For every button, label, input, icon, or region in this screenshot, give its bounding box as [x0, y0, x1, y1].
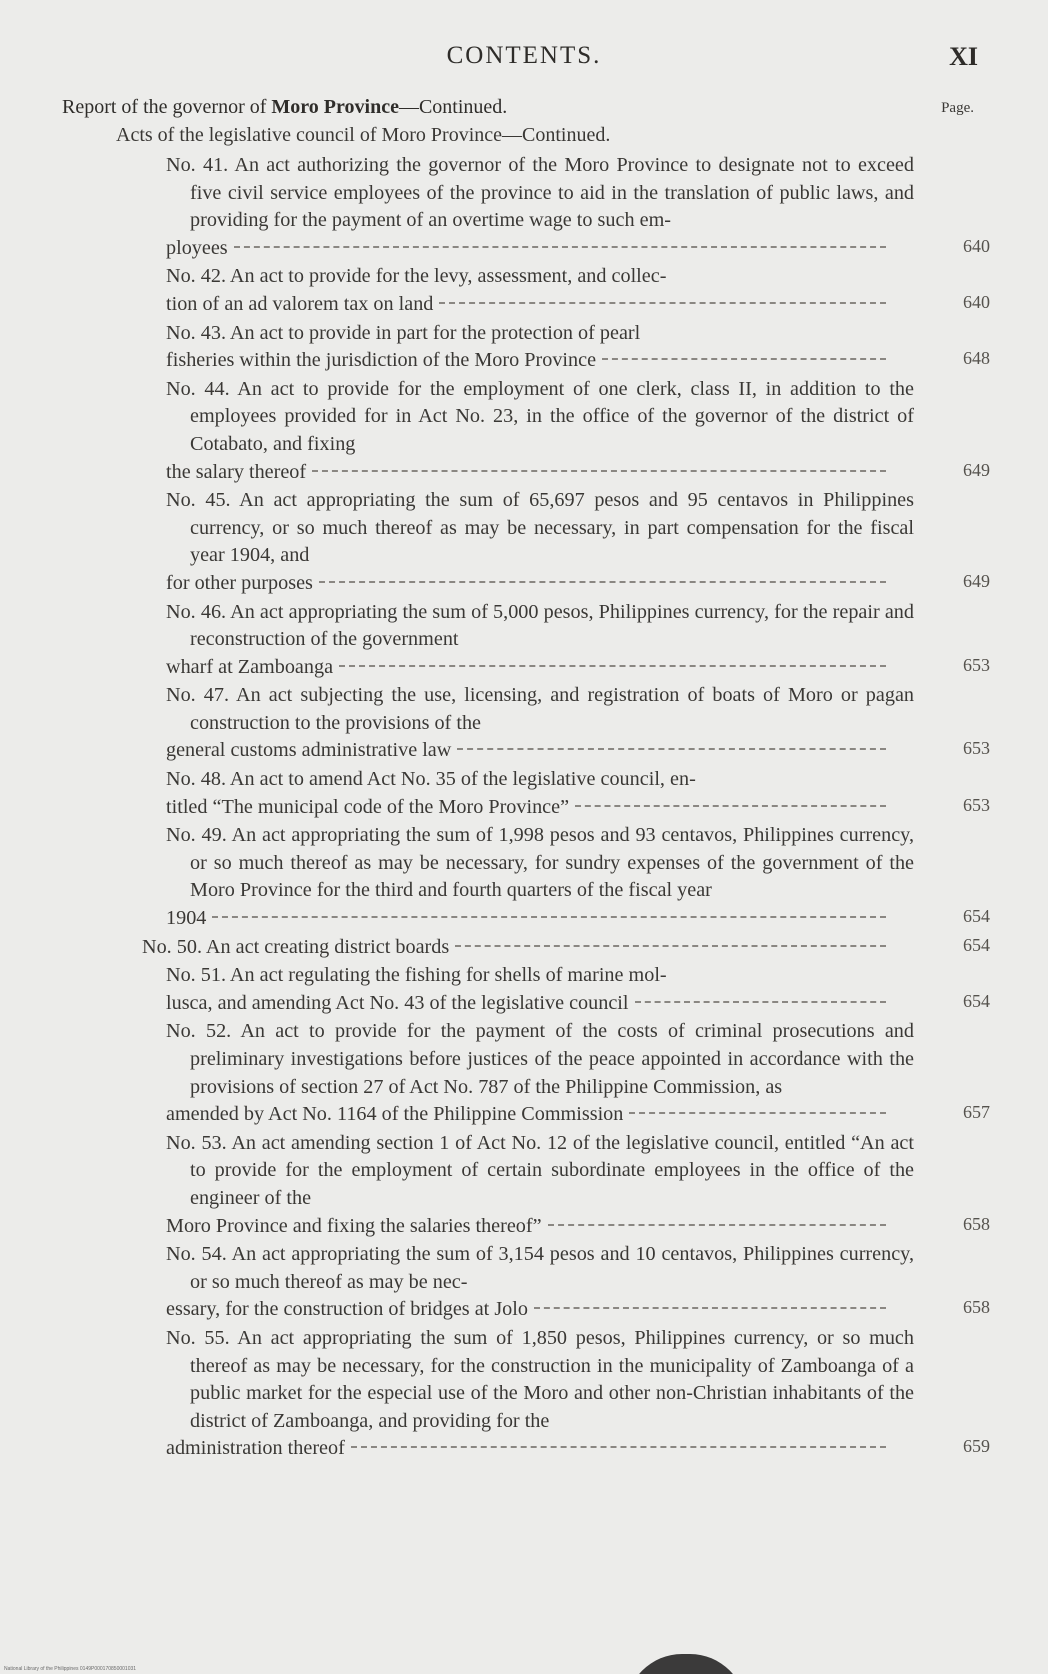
- toc-entry-title: No. 41. An act authorizing the governor of the Moro Province to designate not to exceed five civil service employees of the province to aid in the translation of public laws, and providing for the payment of an overtime wage to such em-: [166, 154, 914, 232]
- toc-entry-last-line: [166, 990, 890, 1018]
- toc-entry-title: No. 43. An act to provide in part for the protection of pearl: [166, 321, 641, 344]
- toc-entry-tail: wharf at Zamboanga: [166, 655, 334, 678]
- toc-page-ref: 659: [963, 1436, 990, 1457]
- contents-list: [142, 152, 990, 1464]
- library-imprint: National Library of the Philippines 0149P000170850001031: [4, 1666, 137, 1672]
- toc-entry-last-line: [166, 1101, 890, 1129]
- toc-entry: [142, 934, 990, 962]
- toc-entry-title: No. 55. An act appropriating the sum of 1,850 pesos, Philippines currency, or so much thereof as may be necessary, for the construction in the municipality of Zamboanga of a public market for the especial use of the Moro and other non-Christian inhabitants of the district of Zamboanga, and providing for the: [166, 1326, 914, 1432]
- toc-entry-title: No. 51. An act regulating the fishing for shells of marine mol-: [166, 964, 667, 987]
- dot-leader: [455, 945, 886, 947]
- toc-entry-last-line: [166, 1435, 890, 1463]
- toc-entry: [166, 682, 990, 765]
- toc-entry-tail: No. 50. An act creating district boards: [142, 935, 450, 958]
- section-heading-suffix: —Continued.: [398, 96, 508, 118]
- toc-entry: [166, 1130, 990, 1240]
- subsection-heading: Acts of the legislative council of Moro Province—Continued.: [116, 124, 611, 146]
- toc-entry-last-line: [166, 737, 890, 765]
- toc-entry-tail: amended by Act No. 1164 of the Philippine Commission: [166, 1103, 624, 1126]
- toc-page-ref: 648: [963, 348, 990, 369]
- dot-leader: [439, 302, 886, 304]
- dot-leader: [351, 1446, 886, 1448]
- toc-entry-title: No. 42. An act to provide for the levy, assessment, and collec-: [166, 265, 667, 288]
- toc-page-ref: 653: [963, 738, 990, 759]
- toc-entry-last-line: [166, 459, 890, 487]
- toc-entry-title: No. 49. An act appropriating the sum of 1,998 pesos and 93 centavos, Philippines currency, or so much thereof as may be necessary, for sundry expenses of the government of the Moro Province for the third and fourth quarters of the fiscal year: [166, 824, 914, 902]
- toc-page-ref: 654: [963, 990, 990, 1011]
- toc-entry-last-line: [166, 1296, 890, 1324]
- toc-page-ref: 649: [963, 459, 990, 480]
- toc-entry-title: No. 46. An act appropriating the sum of 5,000 pesos, Philippines currency, for the repair and reconstruction of the government: [166, 600, 914, 651]
- toc-entry-title: No. 45. An act appropriating the sum of 65,697 pesos and 95 centavos in Philippines currency, or so much thereof as may be necessary, in part compensation for the fiscal year 1904, and: [166, 489, 914, 567]
- running-header: [0, 42, 1048, 82]
- toc-entry: [166, 599, 990, 682]
- toc-entry-last-line: [166, 654, 890, 682]
- toc-entry: [166, 376, 990, 486]
- toc-entry-last-line: [166, 1213, 890, 1241]
- running-title: CONTENTS.: [446, 42, 602, 69]
- toc-entry-tail: lusca, and amending Act No. 43 of the legislative council: [166, 991, 629, 1014]
- toc-entry-tail: general customs administrative law: [166, 739, 452, 762]
- dot-leader: [234, 246, 886, 248]
- toc-entry-last-line: [142, 934, 890, 962]
- section-heading-bold: Moro Province: [271, 96, 399, 118]
- toc-page-ref: 653: [963, 654, 990, 675]
- toc-entry-title: No. 53. An act amending section 1 of Act No. 12 of the legislative council, entitled “An act to provide for the employment of certain subordinate employees in the office of the engineer of the: [166, 1131, 914, 1209]
- dot-leader: [635, 1001, 886, 1003]
- toc-page-ref: 657: [963, 1102, 990, 1123]
- toc-entry-title: No. 48. An act to amend Act No. 35 of the legislative council, en-: [166, 768, 696, 791]
- toc-entry-tail: 1904: [166, 907, 207, 930]
- toc-entry-title: No. 54. An act appropriating the sum of 3,154 pesos and 10 centavos, Philippines currency, or so much thereof as may be nec-: [166, 1243, 914, 1293]
- toc-entry-tail: administration thereof: [166, 1437, 345, 1460]
- toc-page-ref: 640: [963, 235, 990, 256]
- toc-page-ref: 654: [963, 934, 990, 955]
- toc-entry-tail: titled “The municipal code of the Moro Province”: [166, 795, 570, 818]
- toc-entry-tail: essary, for the construction of bridges at Jolo: [166, 1298, 528, 1321]
- section-heading-prefix: Report of the governor of: [62, 96, 272, 118]
- toc-entry-title: No. 44. An act to provide for the employment of one clerk, class II, in addition to the employees provided for in Act No. 23, in the office of the governor of the district of Cotabato, and fixing: [166, 377, 914, 455]
- toc-page-ref: 649: [963, 570, 990, 591]
- dot-leader: [339, 665, 886, 667]
- toc-entry-last-line: [166, 235, 890, 263]
- toc-entry: [166, 320, 990, 375]
- toc-entry: [166, 1018, 990, 1128]
- toc-entry: [166, 1325, 990, 1463]
- toc-entry-tail: the salary thereof: [166, 460, 307, 483]
- dot-leader: [312, 470, 886, 472]
- dot-leader: [602, 358, 886, 360]
- toc-entry: [166, 766, 990, 821]
- dot-leader: [534, 1307, 886, 1309]
- toc-entry-last-line: [166, 905, 890, 933]
- scan-thumb-shadow: [626, 1654, 746, 1674]
- dot-leader: [457, 748, 886, 750]
- toc-entry-last-line: [166, 347, 890, 375]
- dot-leader: [575, 805, 886, 807]
- toc-entry-title: No. 52. An act to provide for the payment of the costs of criminal prosecutions and preliminary investigations before justices of the peace appointed in accordance with the provisions of section 27 of Act No. 787 of the Philippine Commission, as: [166, 1020, 914, 1098]
- toc-entry: [166, 1241, 990, 1324]
- toc-entry: [166, 263, 990, 318]
- toc-page-ref: 658: [963, 1213, 990, 1234]
- toc-entry: [166, 152, 990, 262]
- dot-leader: [319, 581, 886, 583]
- toc-entry-tail: ployees: [166, 236, 228, 259]
- toc-entry-last-line: [166, 570, 890, 598]
- dot-leader: [212, 916, 886, 918]
- toc-entry-tail: tion of an ad valorem tax on land: [166, 292, 434, 315]
- toc-entry: [166, 487, 990, 597]
- toc-entry-last-line: [166, 291, 890, 319]
- toc-page-ref: 640: [963, 291, 990, 312]
- page-column-label: Page.: [941, 100, 974, 116]
- toc-entry: [166, 822, 990, 932]
- toc-page-ref: 654: [963, 906, 990, 927]
- toc-entry-tail: fisheries within the jurisdiction of the Moro Province: [166, 349, 597, 372]
- toc-entry-tail: Moro Province and fixing the salaries thereof”: [166, 1214, 542, 1237]
- section-heading: [62, 96, 507, 119]
- toc-entry-title: No. 47. An act subjecting the use, licensing, and registration of boats of Moro or pagan construction to the provisions of the: [166, 684, 914, 734]
- toc-page-ref: 653: [963, 794, 990, 815]
- dot-leader: [548, 1224, 886, 1226]
- toc-entry-last-line: [166, 794, 890, 822]
- dot-leader: [629, 1112, 886, 1114]
- toc-page-ref: 658: [963, 1297, 990, 1318]
- toc-entry-tail: for other purposes: [166, 571, 313, 594]
- page-number: XI: [949, 42, 978, 71]
- toc-entry: [166, 962, 990, 1017]
